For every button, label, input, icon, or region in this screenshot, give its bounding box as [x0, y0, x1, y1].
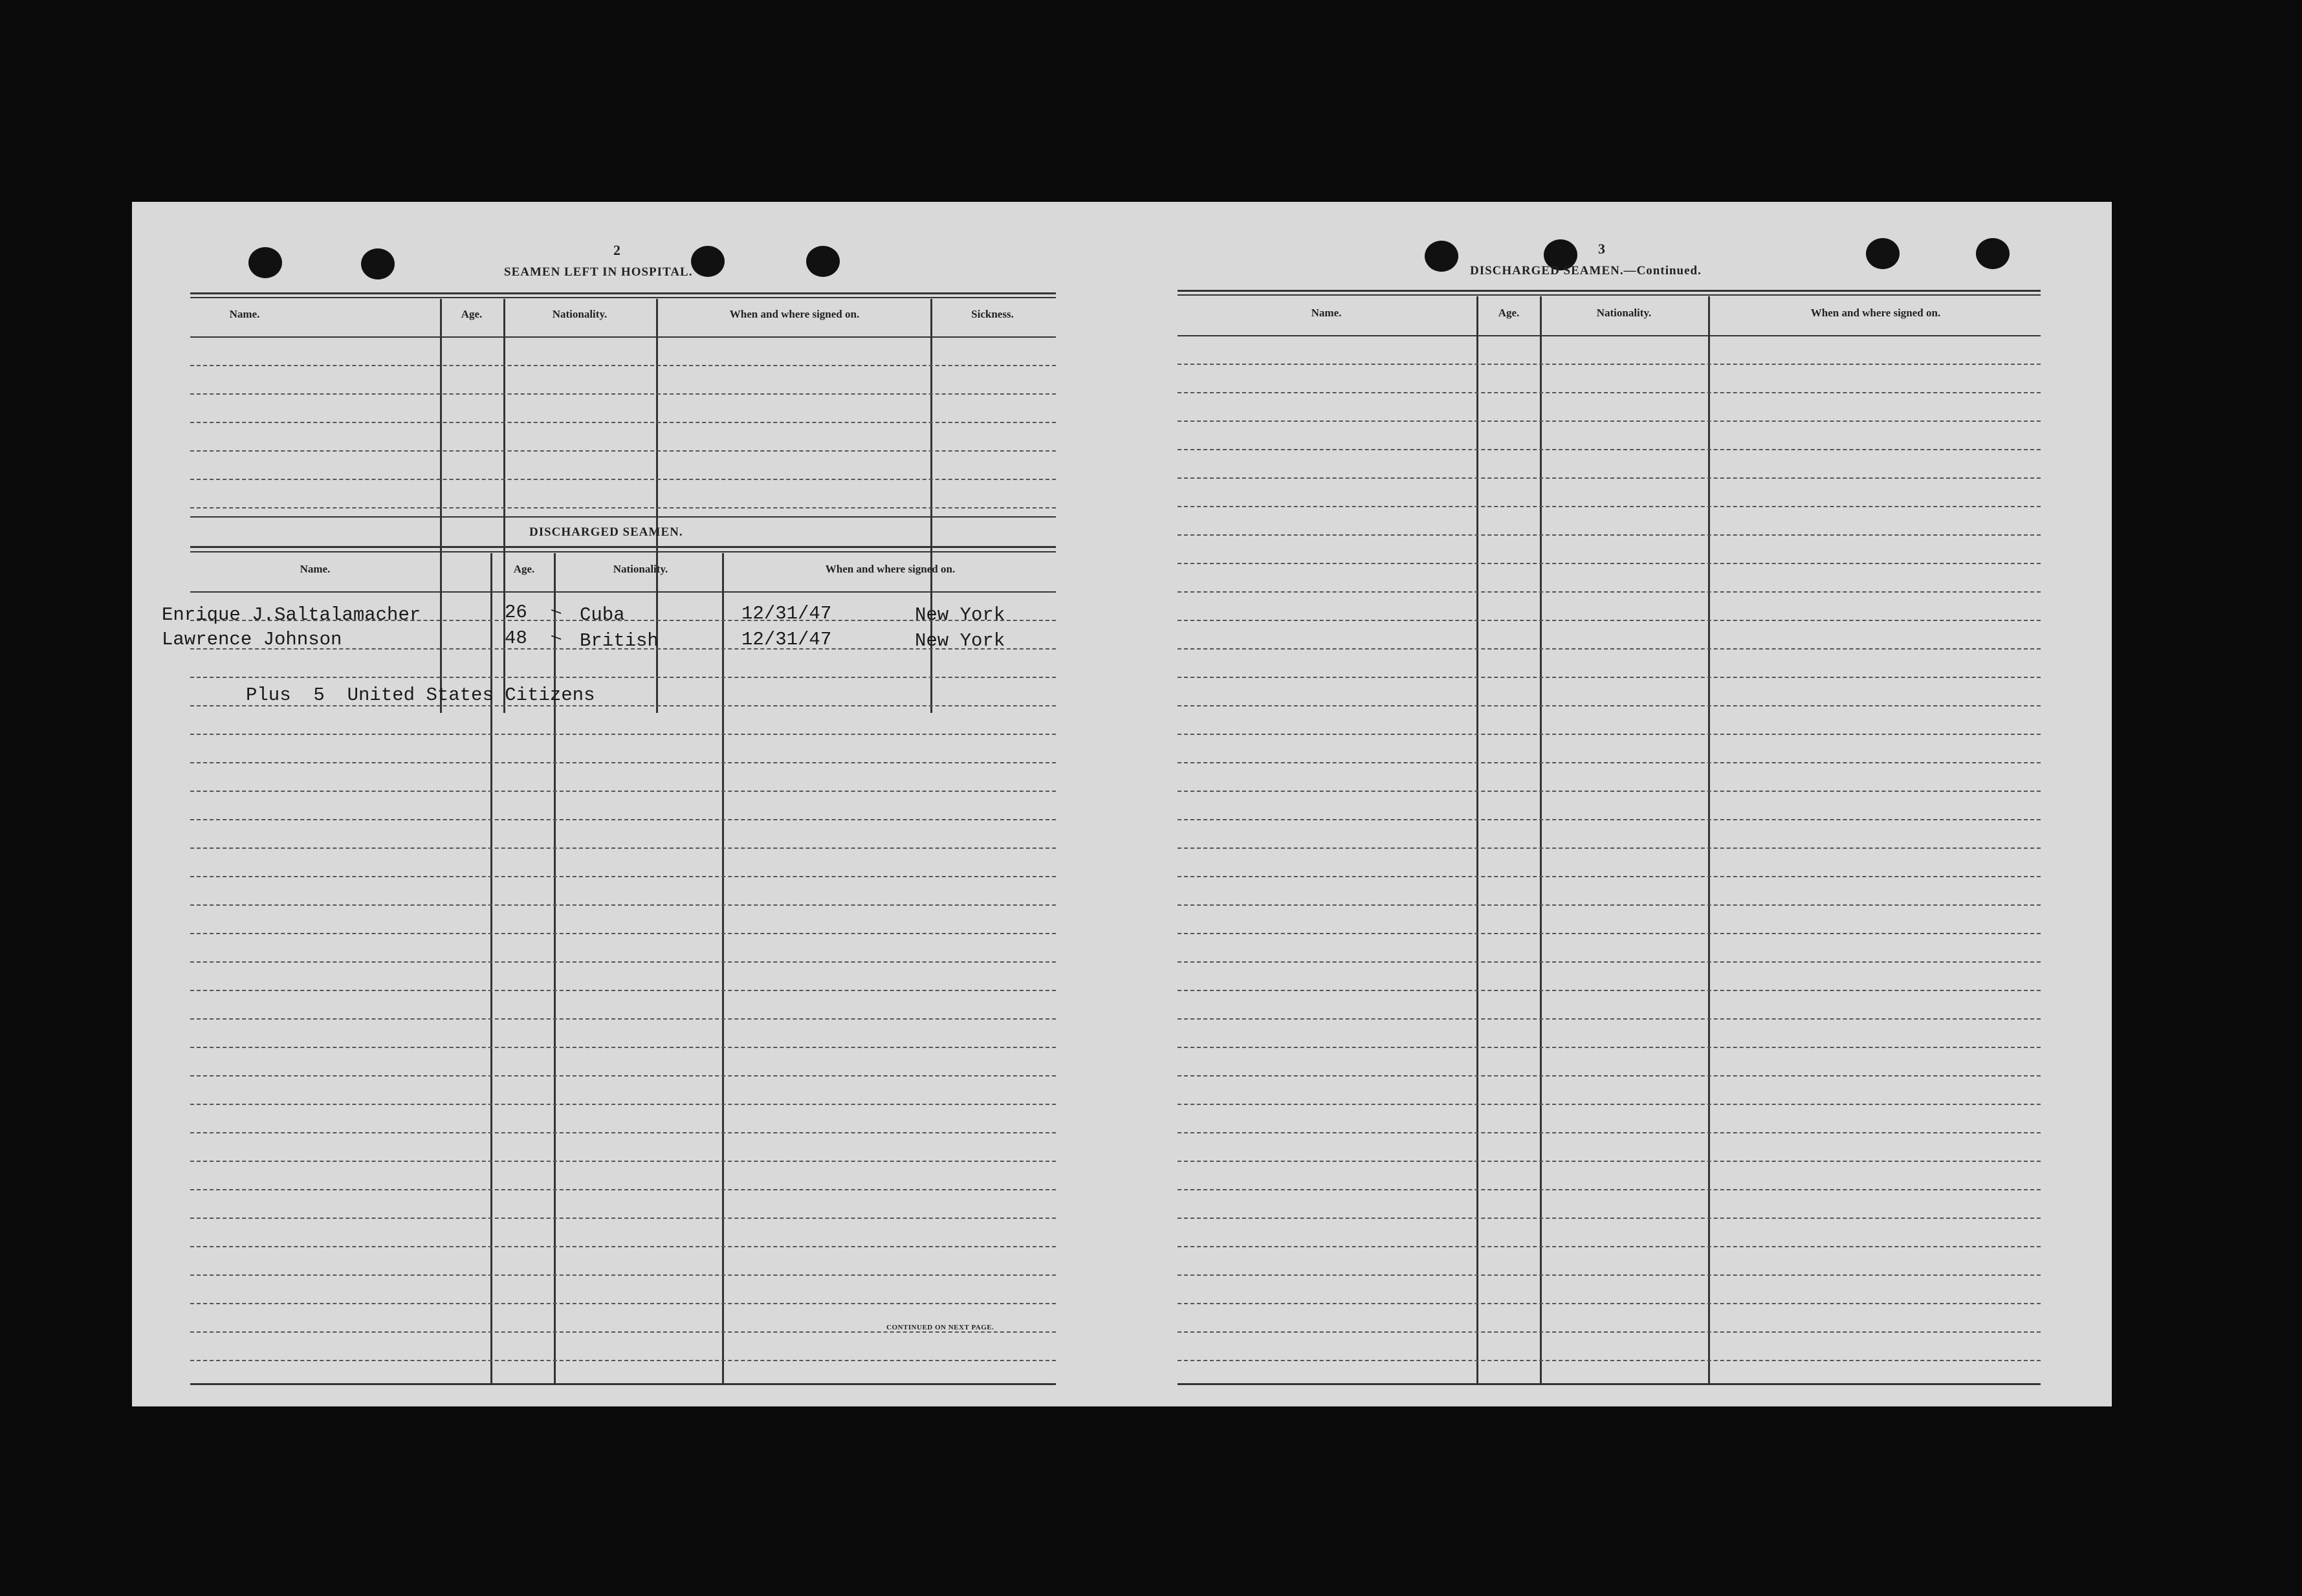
ruled-line — [1178, 847, 2041, 849]
seaman-nationality: Cuba — [580, 604, 625, 626]
ruled-line — [190, 819, 1056, 820]
ruled-line — [190, 507, 1056, 508]
page-number: 2 — [613, 242, 620, 258]
ruled-line — [1178, 477, 2041, 479]
column-divider — [1476, 296, 1478, 1383]
ruled-line — [190, 450, 1056, 452]
ruled-line — [190, 479, 1056, 480]
ruled-line — [1178, 933, 2041, 934]
punch-hole — [248, 247, 282, 278]
ruled-line — [190, 422, 1056, 423]
punch-hole — [806, 246, 840, 277]
ruled-line — [1178, 677, 2041, 678]
ruled-line — [1178, 791, 2041, 792]
ruled-line — [1178, 705, 2041, 706]
ruled-line — [190, 1161, 1056, 1162]
ruled-line — [190, 876, 1056, 877]
ruled-line — [190, 1104, 1056, 1105]
punch-hole — [1425, 241, 1458, 272]
check-mark: — — [548, 626, 565, 648]
ruled-line — [1178, 1132, 2041, 1133]
rule — [190, 1383, 1056, 1385]
ruled-line — [1178, 1274, 2041, 1276]
hospital-section-title: SEAMEN LEFT IN HOSPITAL. — [504, 265, 693, 279]
signed-on-date: 12/31/47 — [741, 603, 832, 624]
ruled-line — [1178, 392, 2041, 393]
column-divider — [503, 299, 505, 713]
punch-hole — [1976, 238, 2010, 269]
column-header-age: Age. — [513, 563, 535, 575]
ruled-line — [190, 1189, 1056, 1190]
ruled-line — [1178, 591, 2041, 593]
column-header-age: Age. — [461, 308, 483, 320]
document-paper — [132, 202, 2112, 1406]
ruled-line — [190, 1331, 1056, 1333]
ruled-line — [1178, 1189, 2041, 1190]
column-header-age: Age. — [1498, 307, 1520, 319]
rule — [190, 516, 1056, 518]
seaman-age: 48 — [505, 628, 527, 649]
ruled-line — [1178, 762, 2041, 763]
discharged-section-title: DISCHARGED SEAMEN. — [529, 525, 683, 539]
ruled-line — [1178, 1303, 2041, 1304]
ruled-line — [1178, 876, 2041, 877]
ruled-line — [190, 990, 1056, 991]
continued-footer: CONTINUED ON NEXT PAGE. — [886, 1324, 994, 1331]
ruled-line — [190, 1274, 1056, 1276]
rule — [190, 546, 1056, 548]
ruled-line — [1178, 961, 2041, 963]
rule — [190, 551, 1056, 552]
ruled-line — [190, 1047, 1056, 1048]
seaman-nationality: British — [580, 630, 659, 651]
ruled-line — [1178, 534, 2041, 536]
ruled-line — [1178, 364, 2041, 365]
ruled-line — [190, 933, 1056, 934]
column-header-nationality: Nationality. — [552, 308, 608, 320]
page-number: 3 — [1598, 241, 1605, 257]
punch-hole — [1866, 238, 1900, 269]
ruled-line — [1178, 990, 2041, 991]
ruled-line — [1178, 449, 2041, 450]
ruled-line — [190, 1132, 1056, 1133]
ruled-line — [1178, 1331, 2041, 1333]
signed-on-place: New York — [915, 630, 1005, 651]
ruled-line — [1178, 1047, 2041, 1048]
ruled-line — [190, 1218, 1056, 1219]
signed-on-date: 12/31/47 — [741, 629, 832, 650]
ruled-line — [1178, 563, 2041, 564]
ruled-line — [190, 1018, 1056, 1020]
ruled-line — [190, 734, 1056, 735]
discharged-continued-title: DISCHARGED SEAMEN.—Continued. — [1470, 264, 1702, 278]
column-header-nationality: Nationality. — [1596, 307, 1652, 319]
seaman-name: Lawrence Johnson — [162, 629, 342, 650]
rule — [190, 292, 1056, 294]
rule — [1178, 294, 2041, 296]
column-divider — [440, 299, 442, 713]
rule — [1178, 290, 2041, 292]
ruled-line — [1178, 1075, 2041, 1077]
check-mark: — — [548, 600, 565, 622]
ruled-line — [1178, 1246, 2041, 1247]
ruled-line — [190, 791, 1056, 792]
rule — [1178, 335, 2041, 336]
ruled-line — [1178, 1360, 2041, 1361]
ruled-line — [190, 762, 1056, 763]
ruled-line — [1178, 620, 2041, 621]
ruled-line — [190, 365, 1056, 366]
ruled-line — [1178, 734, 2041, 735]
column-divider — [1708, 296, 1710, 1383]
ruled-line — [190, 677, 1056, 678]
ruled-line — [1178, 819, 2041, 820]
signed-on-place: New York — [915, 604, 1005, 626]
ruled-line — [190, 904, 1056, 906]
column-header-name: Name. — [229, 308, 260, 320]
rule — [190, 297, 1056, 298]
seaman-age: 26 — [505, 602, 527, 623]
ruled-line — [190, 847, 1056, 849]
column-header-signed-on: When and where signed on. — [1810, 307, 1941, 319]
column-header-nationality: Nationality. — [613, 563, 668, 575]
punch-hole — [361, 248, 395, 279]
ruled-line — [190, 1075, 1056, 1077]
ruled-line — [190, 1246, 1056, 1247]
ruled-line — [1178, 1218, 2041, 1219]
ruled-line — [1178, 904, 2041, 906]
rule — [190, 336, 1056, 338]
ruled-line — [1178, 506, 2041, 507]
ruled-line — [190, 1303, 1056, 1304]
ruled-line — [190, 961, 1056, 963]
punch-hole — [691, 246, 725, 277]
column-header-sickness: Sickness. — [971, 308, 1014, 320]
ruled-line — [1178, 1161, 2041, 1162]
rule — [1178, 1383, 2041, 1385]
citizens-note: Plus 5 United States Citizens — [246, 684, 595, 706]
ruled-line — [1178, 1018, 2041, 1020]
rule — [190, 591, 1056, 593]
ruled-line — [190, 1360, 1056, 1361]
column-header-name: Name. — [1311, 307, 1342, 319]
column-header-name: Name. — [300, 563, 331, 575]
ruled-line — [1178, 421, 2041, 422]
ruled-line — [1178, 648, 2041, 650]
ruled-line — [1178, 1104, 2041, 1105]
seaman-name: Enrique J.Saltalamacher — [162, 604, 421, 626]
ruled-line — [190, 393, 1056, 395]
column-divider — [1540, 296, 1542, 1383]
column-header-signed-on: When and where signed on. — [825, 563, 956, 575]
column-header-signed-on: When and where signed on. — [729, 308, 860, 320]
